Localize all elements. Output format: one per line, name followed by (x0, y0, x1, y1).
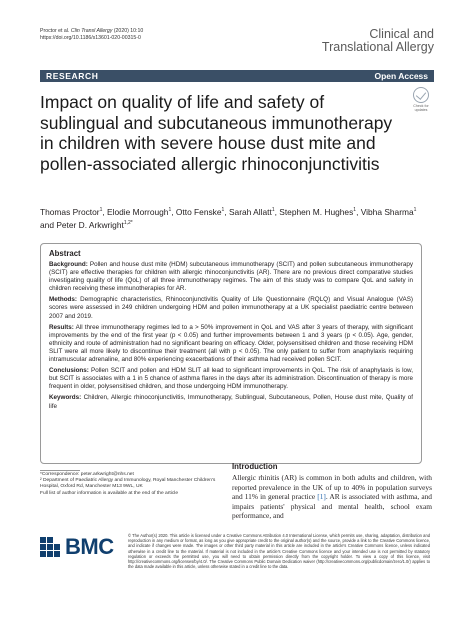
author-info-note: Full list of author information is available at the end of the article (40, 490, 179, 496)
abstract-methods: Methods: Demographic characteristics, Rhinoconjunctivitis Quality of Life Questionnaire (RQLQ) and Visual Analogue (VAS) scores were assessed in 249 children undergoing HDM and pollen immunotherapy at a UK specialist paediatric centre between 2007 and 2019. (49, 296, 413, 320)
introduction-heading: Introduction (232, 462, 278, 471)
author[interactable]: Vibha Sharma$^1$ (360, 206, 417, 217)
article-type-label: RESEARCH (46, 71, 99, 81)
bmc-logo-icon (40, 537, 60, 557)
citation (40, 28, 143, 42)
bmc-logo-text: BMC (65, 534, 114, 559)
correspondence[interactable]: *Correspondence: peter.arkwright@nhs.net (40, 472, 134, 477)
citation-journal: Clin Transl Allergy (70, 28, 113, 34)
abstract-results: Results: All three immunotherapy regimes led to a > 50% improvement in QoL and VAS after 3 years of therapy, with significant improvements by the end of the first year (p < 0.05) and further improvements between 1 and 3 years (p < 0.05). Age, gender, ethnicity and route of administration had no significant bearing on efficacy. Older, polysensitised children and those receiving HDM SLIT were all more likely to discontinue their treatment (all with p < 0.05). The only patient to suffer from anaphylaxis requiring intramuscular adrenaline, and 80% experiencing exacerbations of their asthma had received pollen SCIT. (49, 323, 413, 364)
citation-authors: Proctor et al. (40, 28, 71, 34)
journal-name-line2: Translational Allergy (321, 40, 434, 54)
abstract-heading: Abstract (49, 249, 81, 258)
author[interactable]: Thomas Proctor$^1$ (40, 206, 103, 217)
check-updates-icon (413, 87, 429, 103)
author[interactable]: Otto Fenske$^1$ (175, 206, 225, 217)
author-list: Thomas Proctor$^1$, Elodie Morrough$^1$, Otto Fenske$^1$, Sarah Allatt$^1$, Stephen M. Hughes$^1$, Vibha Sharma$^1$ and Peter D. Arkwright$^{1,2*}$ (40, 206, 417, 230)
article-title: Impact on quality of life and safety of sublingual and subcutaneous immunotherapy in children with severe house dust mite and pollen-associated allergic rhinoconjunctivitis (40, 92, 393, 174)
introduction-text: Allergic rhinitis (AR) is common in both adults and children, with reported prevalence in the UK of up to 40% in population surveys and 11% in general practice [1]. AR is associated with asthma, and impairs patients' physical and mental health, school exam performance, and (232, 473, 433, 521)
author[interactable]: Elodie Morrough$^1$ (107, 206, 172, 217)
article-type-banner (40, 70, 434, 82)
abstract-background: Background: Pollen and house dust mite (HDM) subcutaneous immunotherapy (SCIT) and pollen subcutaneous immunotherapy (SCIT) are effective therapies for children with allergic rhinoconjunctivitis (AR). There are no previous direct comparative studies investigating quality of life (QoL) of all three immunotherapy regimes. The aim of this study was to compare QoL and safety in children receiving these immunotherapies for AR. (49, 261, 413, 293)
abstract-keywords: Keywords: Children, Allergic rhinoconjunctivitis, Immunotherapy, Sublingual, Subcutaneous, Pollen, House dust mite, Quality of life (49, 394, 413, 410)
open-access-label: Open Access (370, 70, 432, 82)
license-text: © The Author(s) 2020. This article is licensed under a Creative Commons Attribution 4.0 International License, which permits use, sharing, adaptation, distribution and reproduction in any medium or format, as long as you give appropriate credit to the original author(s) and the source, provide a link to the Creative Commons licence, and indicate if changes were made. The images or other third party material in this article are included in the article's Creative Commons licence, unless indicated otherwise in a credit line to the material. If material is not included in the article's Creative Commons licence and your intended use is not permitted by statutory regulation or exceeds the permitted use, you will need to obtain permission directly from the copyright holder. To view a copy of this licence, visit http://creativecommons.org/licenses/by/4.0/. The Creative Commons Public Domain Dedication waiver (http://creativecommons.org/publicdomain/zero/1.0/) applies to the data made available in this article, unless otherwise stated in a credit line to the data. (128, 533, 430, 570)
author[interactable]: Peter D. Arkwright$^{1,2*}$ (56, 219, 133, 230)
abstract-box (40, 243, 422, 464)
check-updates-label: Check for updates (413, 104, 429, 112)
abstract-conclusions: Conclusions: Pollen SCIT and pollen and HDM SLIT all lead to significant improvements in QoL. The risk of anaphylaxis is low, but SCIT is associates with a 1 in 5 chance of asthma flares in the days after its administration. Discontinuation of therapy is more frequent in older, polysensitised children, and those undergoing HDM immunotherapy. (49, 367, 413, 391)
journal-name (322, 28, 434, 54)
affiliation: ² Department of Paediatric Allergy and Immunology, Royal Manchester Children's Hospital, Oxford Rd, Manchester M13 9WL, UK (40, 478, 216, 490)
author[interactable]: Stephen M. Hughes$^1$ (279, 206, 357, 217)
footnote-divider (40, 470, 80, 471)
check-for-updates-badge[interactable] (410, 87, 432, 112)
reference-link[interactable]: [1] (317, 492, 326, 502)
doi-link[interactable]: https://doi.org/10.1186/s13601-020-00315-0 (40, 35, 141, 41)
journal-name-line1: Clinical and (369, 27, 434, 41)
citation-year: (2020) 10:10 (112, 28, 144, 34)
bmc-logo (40, 535, 120, 559)
footnotes (40, 472, 220, 497)
author[interactable]: Sarah Allatt$^1$ (228, 206, 275, 217)
